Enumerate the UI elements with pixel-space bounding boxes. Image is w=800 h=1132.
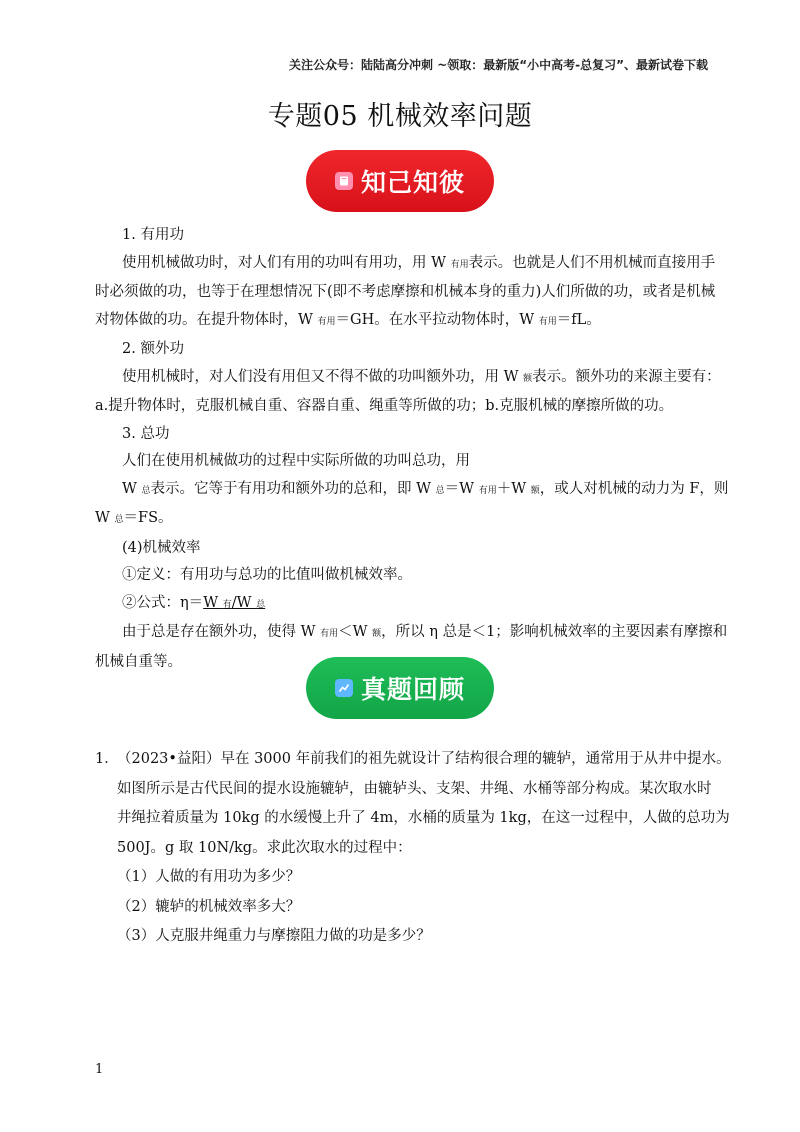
efficiency-line-2: 机械自重等。: [95, 653, 182, 670]
review-badge-label: 真题回顾: [360, 675, 465, 704]
total-work-line-3: W 总＝FS。: [95, 510, 173, 526]
efficiency-heading: (4)机械效率: [122, 539, 201, 556]
problem-number: 1．: [95, 751, 119, 767]
useful-work-heading: 1. 有用功: [122, 227, 184, 243]
question-2: （2）辘轳的机械效率多大？: [117, 898, 301, 915]
extra-work-heading: 2. 额外功: [122, 341, 184, 357]
book-icon: [335, 172, 353, 190]
question-3: （3）人克服井绳重力与摩擦阻力做的功是多少？: [117, 928, 431, 944]
knowledge-badge-label: 知己知彼: [360, 168, 465, 197]
review-badge: [306, 657, 494, 719]
question-1: （1）人做的有用功为多少？: [117, 869, 301, 885]
page-header: 关注公众号：陆陆高分冲刺 ~领取：最新版“小中高考-总复习”、最新试卷下载: [289, 58, 708, 72]
total-work-heading: 3. 总功: [122, 425, 170, 442]
efficiency-line-1: 由于总是存在额外功，使得 W 有用＜W 额，所以 η 总是＜1；影响机械效率的主要因素有摩擦和: [122, 624, 728, 640]
knowledge-section: [95, 222, 729, 676]
page-number: 1: [95, 1062, 104, 1077]
total-work-line-1: 人们在使用机械做功的过程中实际所做的功叫总功，用: [122, 453, 470, 469]
efficiency-definition: ①定义：有用功与总功的比值叫做机械效率。: [122, 567, 412, 583]
problem-line-1: （2023•益阳）早在 3000 年前我们的祖先就设计了结构很合理的辘轳，通常用于从井中提水。: [117, 751, 731, 767]
knowledge-badge: [306, 150, 494, 212]
extra-work-line-2: a.提升物体时，克服机械自重、容器自重、绳重等所做的功；b.克服机械的摩擦所做的功。: [95, 398, 674, 414]
problem-1: [95, 745, 731, 952]
useful-work-line-1: 使用机械做功时，对人们有用的功叫有用功，用 W 有用表示。也就是人们不用机械而直接用手: [122, 254, 716, 271]
chart-icon: [335, 679, 353, 697]
useful-work-line-2: 时必须做的功，也等于在理想情况下(即不考虑摩擦和机械本身的重力)人们所做的功，或者是机械: [95, 284, 716, 300]
efficiency-formula: ②公式：η＝W 有/W 总: [122, 594, 266, 611]
useful-work-line-3: 对物体做的功。在提升物体时，W 有用＝GH。在水平拉动物体时，W 有用＝fL。: [95, 311, 601, 328]
problem-line-3: 井绳拉着质量为 10kg 的水缓慢上升了 4m，水桶的质量为 1kg，在这一过程中，人做的总功为: [117, 810, 730, 826]
page-title: 专题05 机械效率问题: [267, 101, 533, 132]
problem-line-2: 如图所示是古代民间的提水设施辘轳，由辘轳头、支架、井绳、水桶等部分构成。某次取水时: [117, 780, 712, 797]
extra-work-line-1: 使用机械时，对人们没有用但又不得不做的功叫额外功，用 W 额表示。额外功的来源主要有：: [122, 368, 721, 385]
total-work-line-2: W 总表示。它等于有用功和额外功的总和，即 W 总＝W 有用＋W 额，或人对机械的动力为 F，则: [122, 480, 729, 497]
problem-line-4: 500J。g 取 10N/kg。求此次取水的过程中：: [117, 839, 412, 856]
